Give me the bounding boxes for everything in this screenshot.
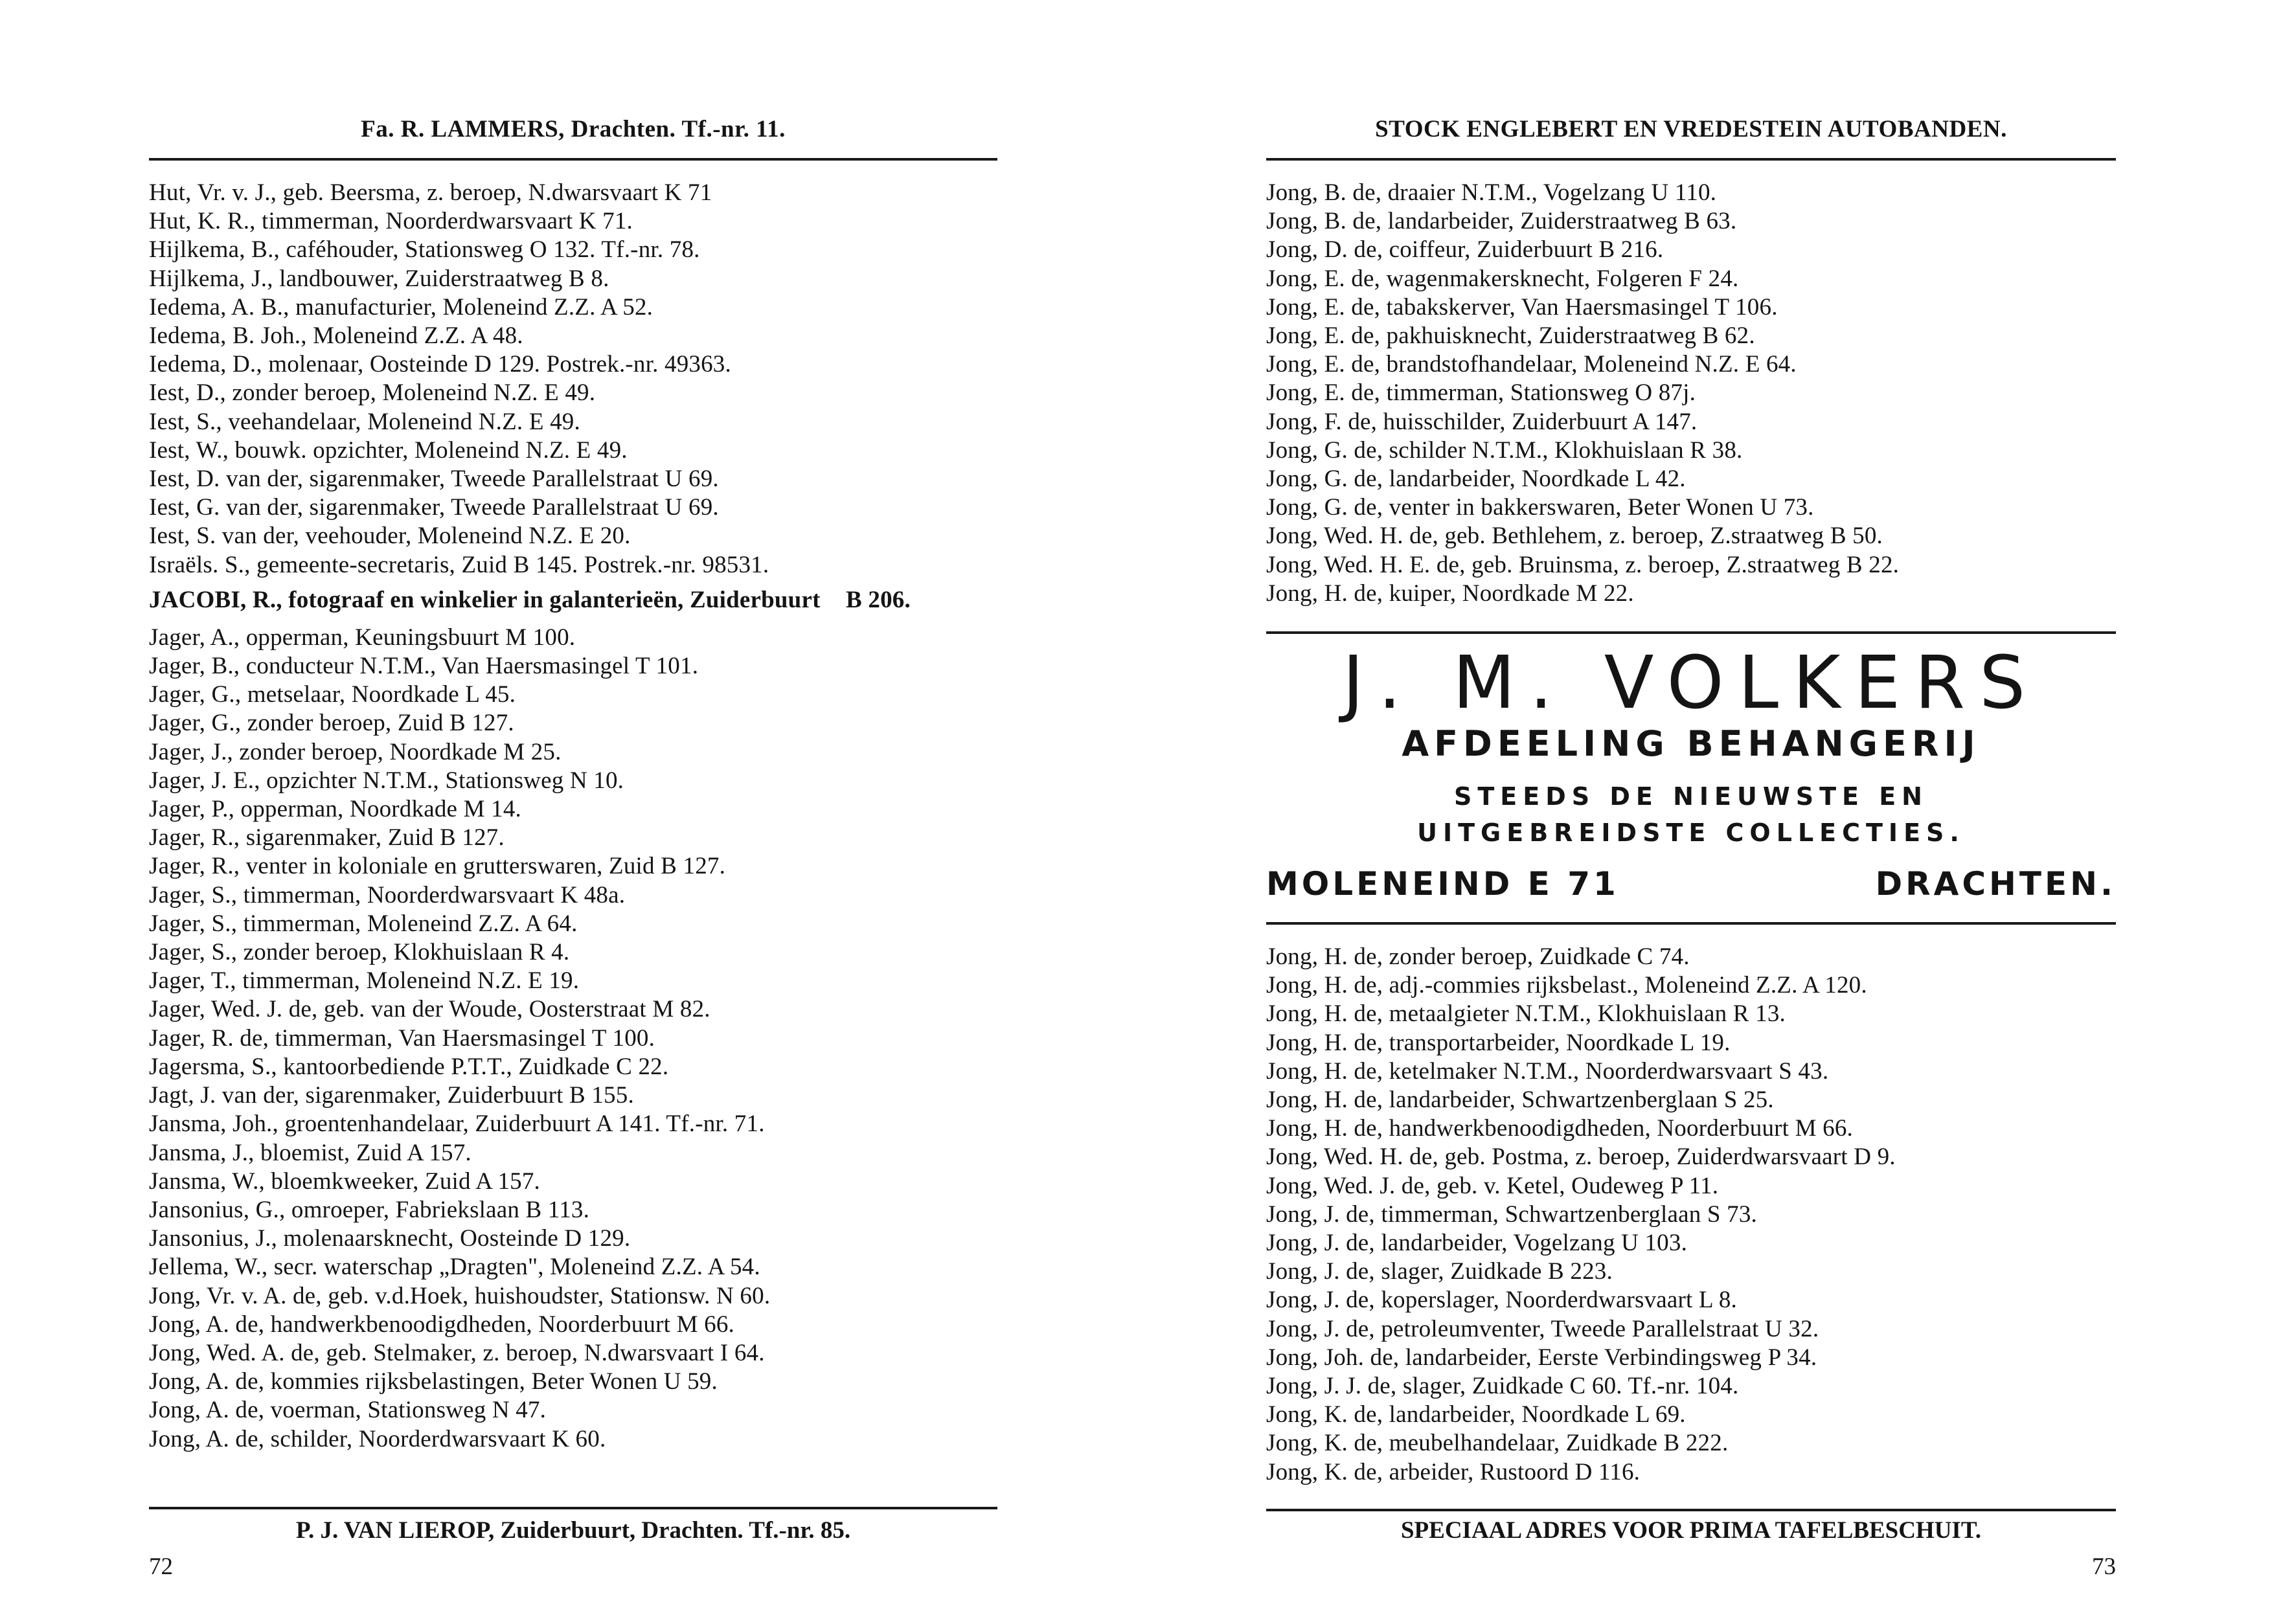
directory-entry: Hut, K. R., timmerman, Noorderdwarsvaart K 71. — [149, 208, 633, 235]
directory-entry: Jong, A. de, schilder, Noorderdwarsvaart K 60. — [149, 1425, 606, 1452]
directory-list — [149, 179, 997, 1454]
directory-entry: Iedema, D., molenaar, Oosteinde D 129. Postrek.-nr. 49363. — [149, 351, 731, 378]
directory-entry: Jager, P., opperman, Noordkade M 14. — [149, 796, 521, 823]
footer-advertisement: P. J. VAN LIEROP, Zuiderbuurt, Drachten. Tf.-nr. 85. — [295, 1517, 851, 1544]
directory-entry: Iest, S., veehandelaar, Moleneind N.Z. E 49. — [149, 408, 580, 435]
directory-entry: Jong, E. de, tabakskerver, Van Haersmasingel T 106. — [1266, 293, 1778, 321]
directory-entry: Jong, Wed. J. de, geb. v. Ketel, Oudeweg P 11. — [1266, 1172, 1719, 1199]
directory-entry: Jong, H. de, landarbeider, Schwartzenberglaan S 25. — [1266, 1087, 1774, 1114]
bold-entry-line-1: JACOBI, R., fotograaf en winkelier in galanterieën, Zuiderbuurt — [149, 586, 821, 613]
directory-entry: Jong, Wed. H. de, geb. Bethlehem, z. beroep, Z.straatweg B 50. — [1266, 523, 1883, 550]
directory-entry: Jager, T., timmerman, Moleneind N.Z. E 19. — [149, 967, 580, 995]
directory-entry: Jager, B., conducteur N.T.M., Van Haersmasingel T 101. — [149, 653, 699, 680]
directory-entry: Jong, E. de, timmerman, Stationsweg O 87j. — [1266, 379, 1696, 407]
page-number: 72 — [149, 1553, 173, 1580]
directory-entry: Jager, S., timmerman, Noorderdwarsvaart K 48a. — [149, 881, 626, 908]
directory-entry: Jong, H. de, ketelmaker N.T.M., Noorderdwarsvaart S 43. — [1266, 1057, 1829, 1085]
directory-entry: Jagt, J. van der, sigarenmaker, Zuiderbuurt B 155. — [149, 1082, 634, 1109]
directory-entry: Jong, E. de, pakhuisknecht, Zuiderstraatweg B 62. — [1266, 322, 1755, 350]
directory-entry: Jager, G., zonder beroep, Zuid B 127. — [149, 710, 514, 737]
directory-entry: Iedema, B. Joh., Moleneind Z.Z. A 48. — [149, 322, 523, 350]
directory-list-top — [1266, 179, 2116, 608]
directory-entry: Jager, J. E., opzichter N.T.M., Stationsweg N 10. — [149, 767, 624, 794]
directory-entry: Jager, S., timmerman, Moleneind Z.Z. A 64. — [149, 910, 578, 937]
footer-advertisement: SPECIAAL ADRES VOOR PRIMA TAFELBESCHUIT. — [1400, 1517, 1982, 1544]
directory-entry: Iest, D., zonder beroep, Moleneind N.Z. E 49. — [149, 379, 596, 407]
directory-entry: Jong, Joh. de, landarbeider, Eerste Verbindingsweg P 34. — [1266, 1344, 1817, 1371]
directory-entry: Iest, W., bouwk. opzichter, Moleneind N.Z. E 49. — [149, 436, 628, 464]
directory-entry: Jager, S., zonder beroep, Klokhuislaan R 4. — [149, 939, 570, 966]
directory-entry: Jong, K. de, arbeider, Rustoord D 116. — [1266, 1458, 1641, 1485]
directory-entry: Iest, G. van der, sigarenmaker, Tweede Parallelstraat U 69. — [149, 494, 719, 521]
header-rule — [149, 158, 997, 161]
directory-entry: Jellema, W., secr. waterschap „Dragten", Moleneind Z.Z. A 54. — [149, 1254, 760, 1281]
directory-entry: Jager, G., metselaar, Noordkade L 45. — [149, 681, 516, 708]
directory-entry: Jager, Wed. J. de, geb. van der Woude, Oosterstraat M 82. — [149, 996, 710, 1023]
directory-entry: Jong, J. J. de, slager, Zuidkade C 60. Tf.-nr. 104. — [1266, 1373, 1739, 1400]
directory-entry: Jong, B. de, draaier N.T.M., Vogelzang U 110. — [1266, 179, 1717, 206]
directory-entry: Jong, B. de, landarbeider, Zuiderstraatweg B 63. — [1266, 208, 1737, 235]
directory-entry: Jong, K. de, landarbeider, Noordkade L 69. — [1266, 1401, 1686, 1428]
directory-entry: Jong, J. de, petroleumventer, Tweede Parallelstraat U 32. — [1266, 1315, 1819, 1342]
directory-entry: Jong, Wed. A. de, geb. Stelmaker, z. beroep, N.dwarsvaart I 64. — [149, 1339, 765, 1366]
directory-entry: Jong, J. de, landarbeider, Vogelzang U 103. — [1266, 1230, 1688, 1257]
page-number: 73 — [2092, 1553, 2116, 1580]
advertiser-department: AFDEELING BEHANGERIJ — [1402, 723, 1981, 764]
directory-entry: Jager, A., opperman, Keuningsbuurt M 100. — [149, 624, 576, 651]
advertisement-city: DRACHTEN. — [1875, 865, 2116, 903]
advertiser-name: J. M. VOLKERS — [1342, 641, 2040, 725]
directory-entry: Jong, Wed. H. E. de, geb. Bruinsma, z. beroep, Z.straatweg B 22. — [1266, 551, 1900, 578]
advertisement-top-rule — [1266, 631, 2116, 634]
advertisement-tagline-2: UITGEBREIDSTE COLLECTIES. — [1417, 818, 1965, 847]
directory-entry: Jager, R., sigarenmaker, Zuid B 127. — [149, 824, 505, 851]
directory-entry: Hijlkema, B., caféhouder, Stationsweg O 132. Tf.-nr. 78. — [149, 236, 700, 264]
running-head-advertisement: Fa. R. LAMMERS, Drachten. Tf.-nr. 11. — [361, 116, 786, 142]
directory-entry: Jong, H. de, handwerkbenoodigdheden, Noorderbuurt M 66. — [1266, 1115, 1854, 1142]
directory-entry: Jong, G. de, schilder N.T.M., Klokhuislaan R 38. — [1266, 436, 1743, 464]
footer-rule — [149, 1507, 997, 1509]
directory-entry: Jager, J., zonder beroep, Noordkade M 25. — [149, 738, 562, 765]
directory-entry: Iest, D. van der, sigarenmaker, Tweede Parallelstraat U 69. — [149, 466, 719, 493]
directory-entry: Iedema, A. B., manufacturier, Moleneind Z.Z. A 52. — [149, 293, 653, 321]
directory-entry: Hut, Vr. v. J., geb. Beersma, z. beroep, N.dwarsvaart K 71 — [149, 179, 712, 206]
directory-entry: Jong, H. de, kuiper, Noordkade M 22. — [1266, 580, 1634, 607]
directory-entry: Jansma, J., bloemist, Zuid A 157. — [149, 1139, 471, 1166]
directory-entry: Jong, J. de, timmerman, Schwartzenberglaan S 73. — [1266, 1201, 1758, 1228]
footer-rule — [1266, 1509, 2116, 1511]
advertisement-tagline-1: STEEDS DE NIEUWSTE EN — [1454, 782, 1928, 811]
directory-entry: Jong, Wed. H. de, geb. Postma, z. beroep, Zuiderdwarsvaart D 9. — [1266, 1144, 1896, 1171]
directory-entry: Jager, R., venter in koloniale en grutterswaren, Zuid B 127. — [149, 853, 726, 880]
directory-entry: Jong, A. de, voerman, Stationsweg N 47. — [149, 1397, 547, 1424]
directory-entry: Jong, E. de, brandstofhandelaar, Moleneind N.Z. E 64. — [1266, 351, 1797, 378]
directory-entry: Jong, Vr. v. A. de, geb. v.d.Hoek, huishoudster, Stationsw. N 60. — [149, 1282, 771, 1309]
directory-entry: Jong, G. de, landarbeider, Noordkade L 42. — [1266, 466, 1686, 493]
bold-entry-line-2: B 206. — [846, 586, 911, 613]
directory-entry: Jong, H. de, zonder beroep, Zuidkade C 74. — [1266, 943, 1690, 970]
directory-entry: Jong, D. de, coiffeur, Zuiderbuurt B 216. — [1266, 236, 1664, 264]
directory-entry: Hijlkema, J., landbouwer, Zuiderstraatweg B 8. — [149, 265, 609, 292]
directory-entry: Israëls. S., gemeente-secretaris, Zuid B 145. Postrek.-nr. 98531. — [149, 551, 769, 578]
directory-entry: Jong, H. de, transportarbeider, Noordkade L 19. — [1266, 1029, 1731, 1056]
directory-entry: Iest, S. van der, veehouder, Moleneind N.Z. E 20. — [149, 523, 631, 550]
directory-entry: Jansonius, G., omroeper, Fabriekslaan B 113. — [149, 1196, 590, 1223]
directory-entry: Jong, J. de, slager, Zuidkade B 223. — [1266, 1258, 1613, 1285]
directory-entry: Jansma, W., bloemkweeker, Zuid A 157. — [149, 1167, 541, 1195]
directory-entry: Jong, H. de, metaalgieter N.T.M., Klokhuislaan R 13. — [1266, 1000, 1786, 1028]
advertisement-bottom-rule — [1266, 922, 2116, 925]
running-head-advertisement: STOCK ENGLEBERT EN VREDESTEIN AUTOBANDEN. — [1375, 116, 2007, 142]
bold-entry — [149, 586, 997, 615]
advertisement-address: MOLENEIND E 71 — [1266, 865, 1619, 903]
advertisement-volkers — [1266, 641, 2116, 916]
left-page — [149, 0, 997, 1624]
directory-entry: Jong, A. de, kommies rijksbelastingen, Beter Wonen U 59. — [149, 1368, 718, 1395]
directory-entry: Jong, K. de, meubelhandelaar, Zuidkade B 222. — [1266, 1430, 1729, 1457]
directory-entry: Jong, H. de, adj.-commies rijksbelast., Moleneind Z.Z. A 120. — [1266, 972, 1867, 999]
directory-entry: Jager, R. de, timmerman, Van Haersmasingel T 100. — [149, 1024, 655, 1052]
directory-entry: Jong, A. de, handwerkbenoodigdheden, Noorderbuurt M 66. — [149, 1311, 734, 1338]
directory-entry: Jansonius, J., molenaarsknecht, Oosteinde D 129. — [149, 1225, 631, 1252]
directory-entry: Jagersma, S., kantoorbediende P.T.T., Zuidkade C 22. — [149, 1053, 669, 1080]
header-rule — [1266, 158, 2116, 161]
directory-list-bottom — [1266, 943, 2116, 1487]
directory-entry: Jong, J. de, koperslager, Noorderdwarsvaart L 8. — [1266, 1287, 1737, 1314]
directory-entry: Jansma, Joh., groentenhandelaar, Zuiderbuurt A 141. Tf.-nr. 71. — [149, 1111, 765, 1138]
advertisement-address-line — [1266, 865, 2116, 903]
directory-entry: Jong, G. de, venter in bakkerswaren, Beter Wonen U 73. — [1266, 494, 1814, 521]
right-page — [1266, 0, 2116, 1624]
directory-entry: Jong, F. de, huisschilder, Zuiderbuurt A 147. — [1266, 408, 1698, 435]
directory-entry: Jong, E. de, wagenmakersknecht, Folgeren F 24. — [1266, 265, 1739, 292]
